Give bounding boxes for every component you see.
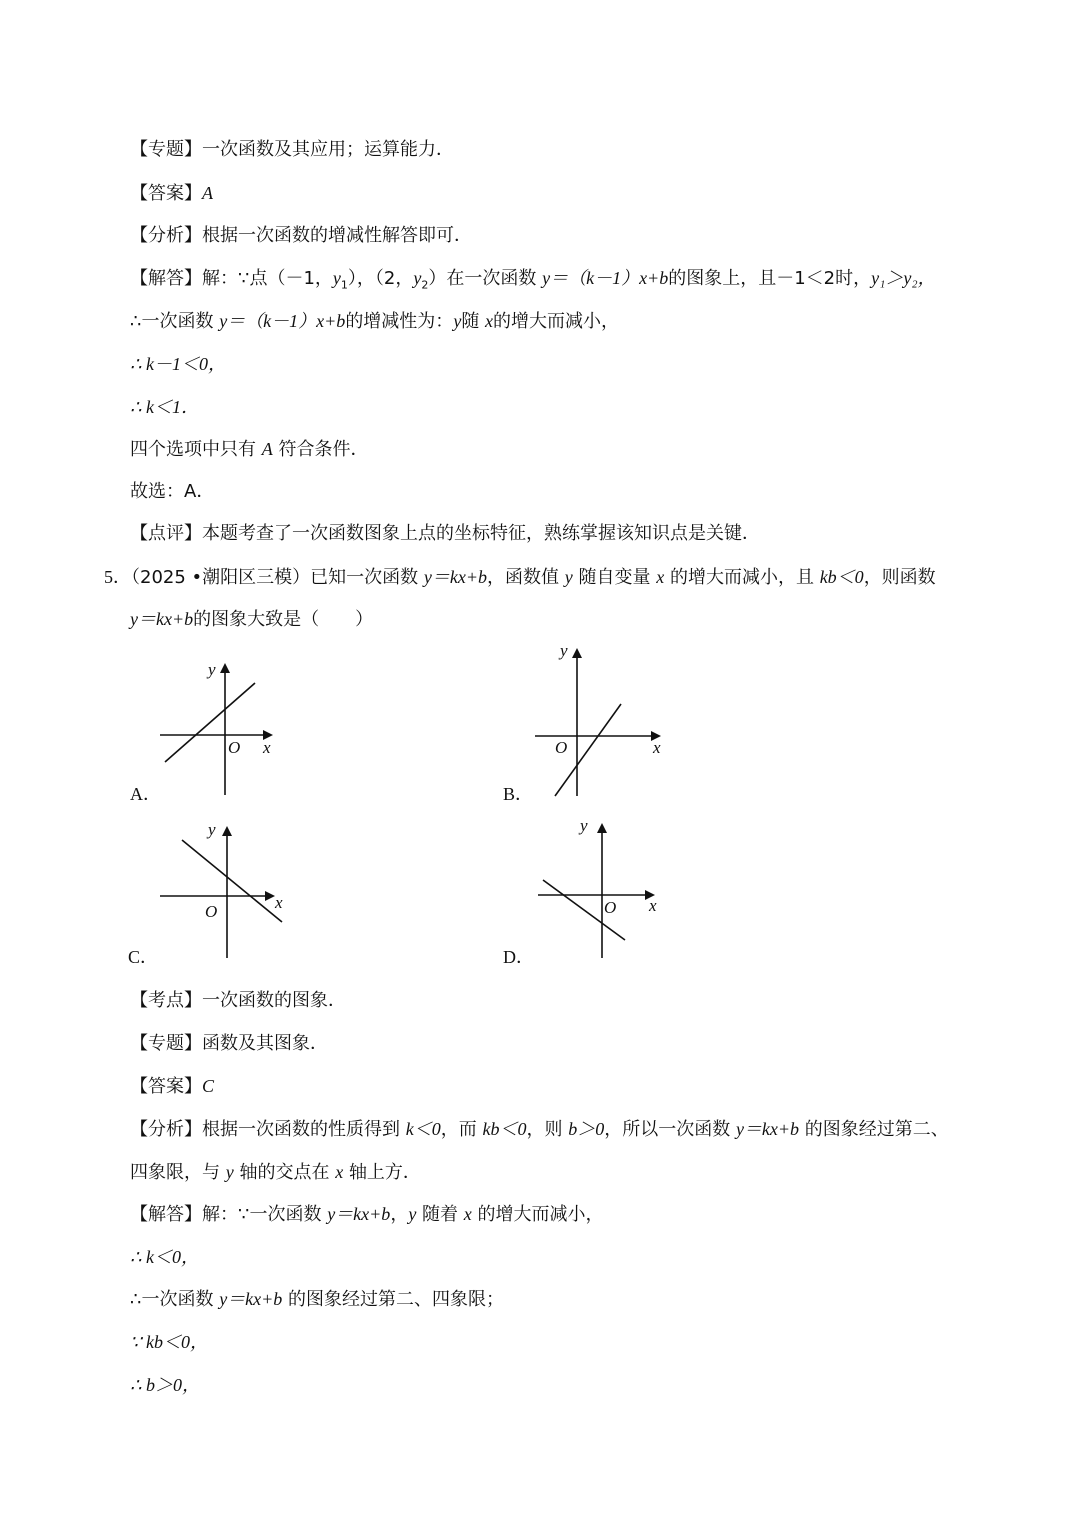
- text: 四个选项中只有: [130, 439, 256, 460]
- text: 随自变量: [578, 567, 651, 588]
- math: k＜0: [405, 1119, 441, 1139]
- analysis-line: 【分析】根据一次函数的增减性解答即可．: [130, 225, 472, 246]
- option-b-graph: [535, 640, 670, 800]
- math-y: y: [408, 1204, 417, 1224]
- math: y＝kx+b: [735, 1119, 800, 1139]
- text: ，则: [526, 1119, 563, 1140]
- y-label: y: [580, 816, 588, 835]
- answer-tag: 【答案】: [130, 183, 202, 204]
- math: b＞0: [568, 1119, 605, 1139]
- text: 的图象大致是（ ）: [193, 609, 374, 630]
- solution2-line-2: ∴ k＜0，: [130, 1247, 199, 1267]
- math-a: A: [261, 439, 273, 459]
- text: 四象限，与: [130, 1162, 220, 1183]
- math-eq: y＝kx+b: [219, 1289, 283, 1309]
- math-eq: y＝kx+b: [327, 1204, 391, 1224]
- math-x: x: [335, 1162, 344, 1182]
- option-a-label[interactable]: A．: [130, 784, 161, 804]
- answer-value: C: [202, 1076, 215, 1096]
- math-y: y: [225, 1162, 234, 1182]
- text: ∴一次函数: [130, 1289, 214, 1310]
- text: 【解答】解：∵一次函数: [130, 1204, 322, 1225]
- origin-label: O: [604, 898, 617, 917]
- x-label: x: [275, 893, 283, 912]
- text: 【解答】解：∵点（－1，: [130, 268, 333, 289]
- answer-tag: 【答案】: [130, 1076, 202, 1097]
- math-eq: y＝kx+b: [130, 609, 194, 629]
- answer-value: A: [202, 183, 213, 203]
- answer-line: [130, 180, 213, 207]
- text: 【分析】根据一次函数的性质得到: [130, 1119, 400, 1140]
- solution2-line-5: ∴ b＞0，: [130, 1375, 200, 1395]
- text: 随着: [422, 1204, 459, 1225]
- text: ，所以一次函数: [604, 1119, 731, 1140]
- solution-line-6: 故选：A．: [130, 481, 215, 502]
- y-axis-arrow-icon: [597, 823, 607, 833]
- math-eq: y＝（k－1）x+b: [542, 268, 669, 288]
- math-y1: y: [332, 268, 341, 288]
- text: ，: [390, 1204, 409, 1225]
- y-label: y: [208, 820, 216, 839]
- math-kb: kb＜0: [819, 567, 864, 587]
- text: ），（2，: [347, 268, 414, 289]
- text: 的图象经过第二、四象限；: [288, 1289, 505, 1310]
- text: 的增大而减小，且: [669, 567, 814, 588]
- math-x: x: [656, 567, 665, 587]
- analysis-line-2b: [130, 1159, 421, 1186]
- text: ，则函数: [863, 567, 936, 588]
- solution-line-1: 【解答】解：∵点（－1，$y_1$），（2，$y_2$）在一次函数 y＝（k－1）x+b的图象上，且－1＜2时，y₁＞y₂，: [130, 268, 936, 292]
- solution-line-3: ∴ k－1＜0，: [130, 354, 226, 374]
- answer-line-2: [130, 1073, 214, 1100]
- solution-line-5: [130, 436, 368, 463]
- origin-label: O: [555, 738, 568, 757]
- text: ）在一次函数: [428, 268, 537, 289]
- option-d-label[interactable]: D．: [503, 947, 534, 967]
- text: 的增大而减小，: [493, 311, 620, 332]
- math-eq: y＝（k－1）x+b: [219, 311, 346, 331]
- text: ，而: [440, 1119, 477, 1140]
- solution2-line-4: ∵ kb＜0，: [130, 1332, 208, 1352]
- text: 的图象经过第二、: [804, 1119, 949, 1140]
- question-line-1: [104, 564, 936, 591]
- math-x: x: [485, 311, 494, 331]
- text: 符合条件．: [278, 439, 369, 460]
- math-y2: y: [413, 268, 422, 288]
- math-x: x: [463, 1204, 472, 1224]
- text: 轴的交点在: [239, 1162, 330, 1183]
- function-line: [182, 840, 282, 922]
- y-axis-arrow-icon: [572, 648, 582, 658]
- origin-label: O: [205, 902, 218, 921]
- option-c-graph: [155, 818, 295, 960]
- function-line: [165, 683, 255, 762]
- x-label: x: [263, 738, 271, 757]
- text: 的增减性为：: [345, 311, 454, 332]
- topic-line-2: 【专题】函数及其图象．: [130, 1033, 328, 1054]
- question-source: （2025 •潮阳区三模）已知一次函数: [131, 567, 419, 588]
- text: ∴一次函数: [130, 311, 214, 332]
- topic-line: 【专题】一次函数及其应用；运算能力．: [130, 139, 454, 160]
- text: 轴上方．: [348, 1162, 421, 1183]
- y-axis-arrow-icon: [220, 663, 230, 673]
- option-b-label[interactable]: B．: [503, 784, 534, 804]
- y-label: y: [208, 660, 216, 679]
- comment-line: 【点评】本题考查了一次函数图象上点的坐标特征，熟练掌握该知识点是关键．: [130, 523, 760, 544]
- math-inequality: y₁＞y₂，: [871, 268, 936, 288]
- solution-line-4: ∴ k＜1．: [130, 397, 199, 417]
- question-number: 5．: [104, 567, 131, 587]
- x-label: x: [649, 896, 657, 915]
- math: kb＜0: [482, 1119, 527, 1139]
- y-axis-arrow-icon: [222, 826, 232, 836]
- option-d-graph: [535, 815, 670, 960]
- y-label: y: [560, 641, 568, 660]
- option-a-graph: [155, 655, 285, 800]
- math-y: y: [453, 311, 462, 331]
- origin-label: O: [228, 738, 241, 757]
- analysis-line-2a: [130, 1116, 949, 1143]
- option-c-label[interactable]: C．: [128, 947, 159, 967]
- text: 随: [461, 311, 480, 332]
- math-y: y: [564, 567, 573, 587]
- text: ，函数值: [487, 567, 560, 588]
- x-label: x: [653, 738, 661, 757]
- text: 的图象上，且－1＜2时，: [668, 268, 872, 289]
- question-line-2: [130, 606, 373, 633]
- text: 的增大而减小，: [477, 1204, 604, 1225]
- solution-line-2: [130, 308, 619, 335]
- x-axis-arrow-icon: [265, 891, 275, 901]
- solution2-line-3: [130, 1286, 504, 1313]
- math-eq: y＝kx+b: [423, 567, 488, 587]
- point-line: 【考点】一次函数的图象．: [130, 990, 346, 1011]
- solution2-line-1: [130, 1201, 604, 1228]
